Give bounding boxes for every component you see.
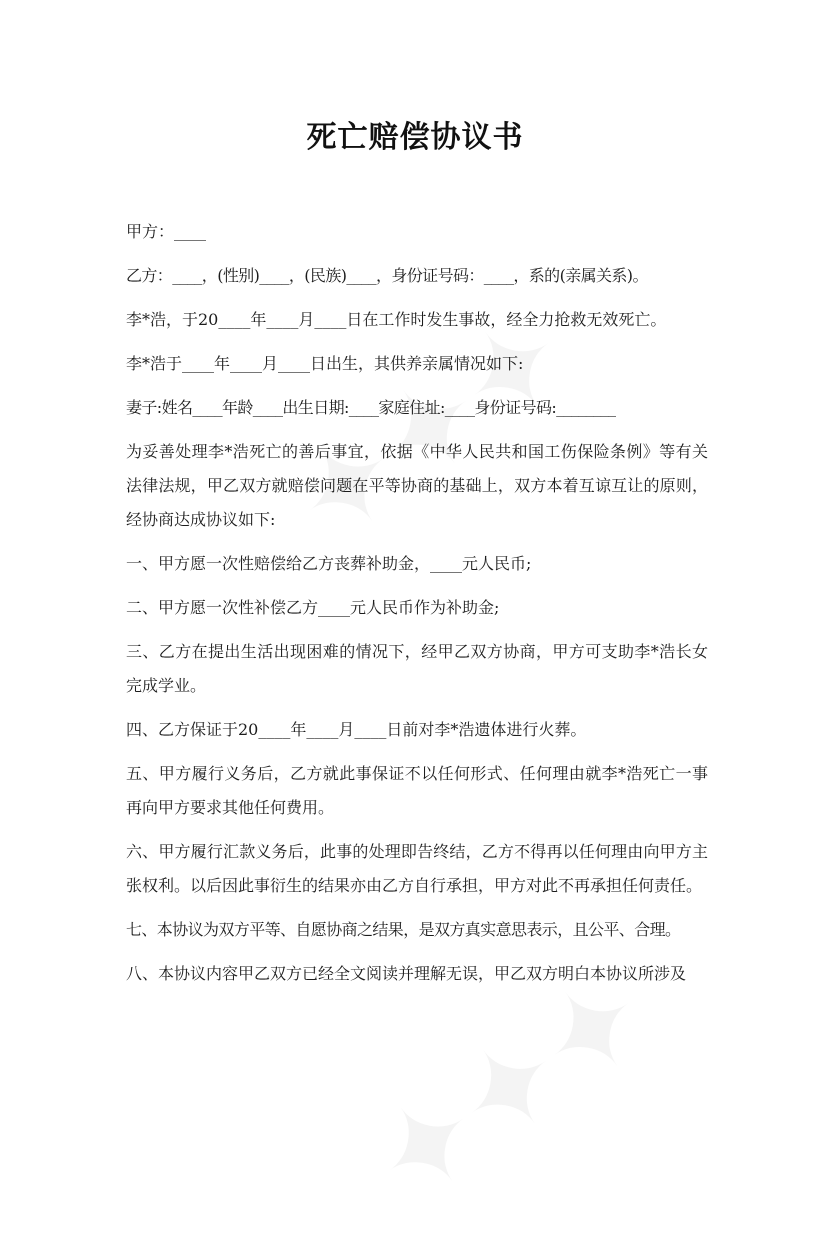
clause-6: 六、甲方履行汇款义务后，此事的处理即告终结，乙方不得再以任何理由向甲方主张权利。以后因此事衍生的结果亦由乙方自行承担，甲方对此不再承担任何责任。 — [126, 842, 708, 895]
party-a-line: 甲方：____ — [126, 222, 207, 241]
party-b-line: 乙方：____，(性别)____，(民族)____，身份证号码：____，系的(亲属关系)。 — [126, 266, 648, 285]
clause-8: 八、本协议内容甲乙双方已经全文阅读并理解无误，甲乙双方明白本协议所涉及 — [126, 964, 687, 983]
clause-5: 五、甲方履行义务后，乙方就此事保证不以任何形式、任何理由就李*浩死亡一事再向甲方要求其他任何费用。 — [126, 764, 708, 817]
clause-2: 二、甲方愿一次性补偿乙方____元人民币作为补助金; — [126, 598, 500, 617]
clause-7: 七、本协议为双方平等、自愿协商之结果，是双方真实意思表示，且公平、合理。 — [126, 920, 681, 939]
page-title: 死亡赔偿协议书 — [306, 120, 524, 155]
clause-4: 四、乙方保证于20____年____月____日前对李*浩遗体进行火葬。 — [126, 720, 587, 739]
preamble-paragraph: 为妥善处理李*浩死亡的善后事宜，依据《中华人民共和国工伤保险条例》等有关法律法规，甲乙双方就赔偿问题在平等协商的基础上，双方本着互谅互让的原则，经协商达成协议如下: — [126, 442, 708, 529]
clause-3: 三、乙方在提出生活出现困难的情况下，经甲乙双方协商，甲方可支助李*浩长女完成学业。 — [126, 642, 708, 695]
clause-1: 一、甲方愿一次性赔偿给乙方丧葬补助金，____元人民币; — [126, 554, 532, 573]
spouse-info-line: 妻子:姓名____年龄____出生日期:____家庭住址:____身份证号码:________ — [126, 398, 616, 417]
document-body — [126, 215, 708, 1001]
birth-paragraph: 李*浩于____年____月____日出生，其供养亲属情况如下: — [126, 354, 524, 373]
incident-paragraph: 李*浩，于20____年____月____日在工作时发生事故，经全力抢救无效死亡。 — [126, 310, 667, 329]
